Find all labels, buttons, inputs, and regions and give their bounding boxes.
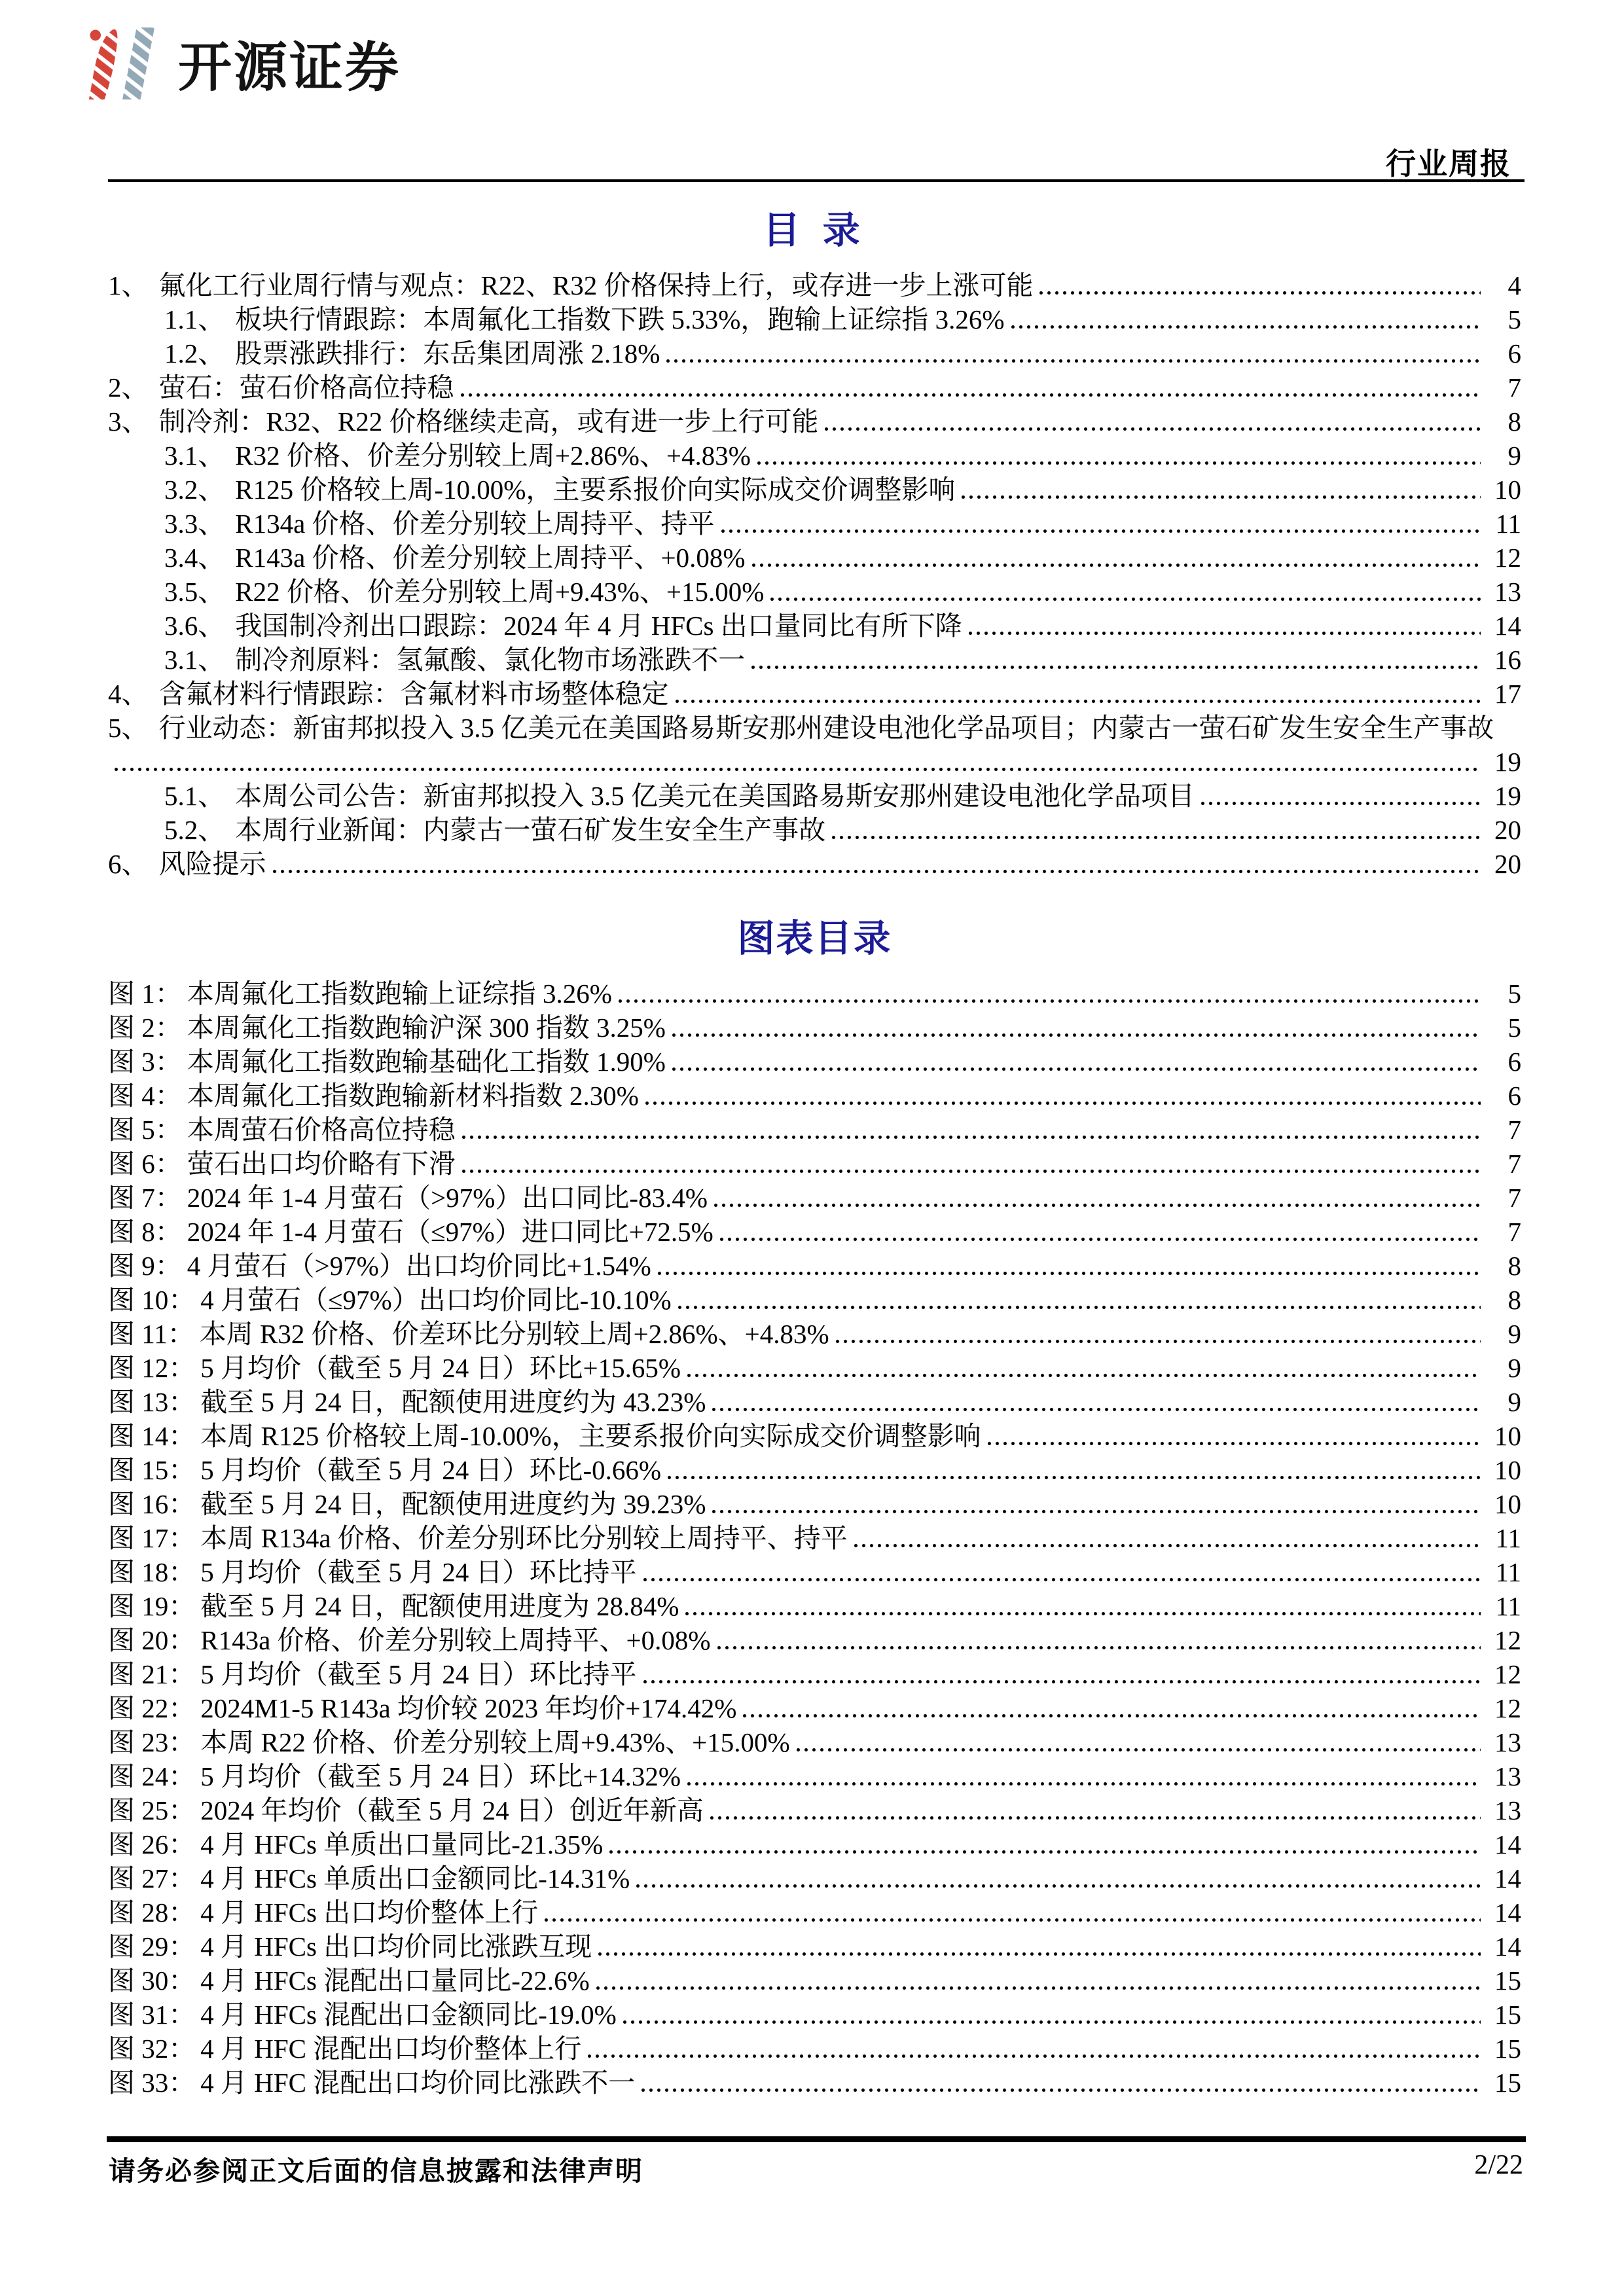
dot-leader <box>712 1508 1481 1515</box>
dot-leader <box>545 1916 1481 1924</box>
figure-entry[interactable] <box>108 1998 1521 2032</box>
entry-number: 图 20： <box>108 1625 196 1655</box>
dot-leader <box>720 1236 1481 1243</box>
figure-entry[interactable] <box>108 1589 1521 1623</box>
figure-entry[interactable] <box>108 1181 1521 1215</box>
toc-entry[interactable] <box>108 643 1521 677</box>
dot-leader <box>461 391 1481 399</box>
figure-entry[interactable] <box>108 1827 1521 1861</box>
entry-page: 9 <box>1507 440 1521 471</box>
entry-title: 4 月萤石（>97%）出口均价同比+1.54% <box>187 1251 651 1281</box>
entry-title: 4 月 HFC 混配出口均价整体上行 <box>200 2034 582 2064</box>
entry-page: 9 <box>1507 1319 1521 1349</box>
toc-entry[interactable] <box>108 473 1521 507</box>
entry-title: 制冷剂：R32、R22 价格继续走高，或有进一步上行可能 <box>158 406 819 437</box>
entry-page: 11 <box>1495 1591 1521 1621</box>
entry-title: R32 价格、价差分别较上周+2.86%、+4.83% <box>235 440 751 471</box>
dot-leader <box>751 664 1481 671</box>
entry-page: 14 <box>1494 611 1521 641</box>
entry-page: 6 <box>1507 1047 1521 1077</box>
toc-entry[interactable] <box>108 677 1521 711</box>
dot-leader <box>115 766 1481 773</box>
entry-page: 5 <box>1507 304 1521 334</box>
entry-number: 图 29： <box>108 1931 196 1962</box>
entry-page: 15 <box>1494 2000 1521 2030</box>
entry-page: 4 <box>1507 270 1521 300</box>
entry-number: 图 10： <box>108 1285 196 1315</box>
entry-title: 本周公司公告：新宙邦拟投入 3.5 亿美元在美国路易斯安那州建设电池化学品项目 <box>235 781 1195 811</box>
entry-page: 14 <box>1494 1931 1521 1962</box>
entry-title: 风险提示 <box>158 849 266 879</box>
entry-page: 12 <box>1494 1625 1521 1655</box>
brand-name: 开源证券 <box>178 38 401 98</box>
entry-page: 7 <box>1507 372 1521 403</box>
toc-entry[interactable] <box>108 847 1521 881</box>
entry-number: 4、 <box>108 679 149 709</box>
entry-page: 10 <box>1494 1489 1521 1519</box>
entry-title: R143a 价格、价差分别较上周持平、+0.08% <box>235 543 746 573</box>
dot-leader <box>641 2087 1481 2094</box>
dot-leader <box>619 997 1481 1005</box>
dot-leader <box>687 1780 1481 1787</box>
footer-disclaimer: 请务必参阅正文后面的信息披露和法律声明 <box>109 2156 643 2186</box>
toc-entry[interactable] <box>108 507 1521 541</box>
entry-page: 20 <box>1494 849 1521 879</box>
entry-page: 12 <box>1494 1693 1521 1723</box>
entry-page: 13 <box>1494 1795 1521 1825</box>
figure-entry[interactable] <box>108 1385 1521 1419</box>
figure-entry[interactable] <box>108 1725 1521 1759</box>
entry-page: 7 <box>1507 1115 1521 1145</box>
dot-leader <box>645 1100 1481 1107</box>
entry-page: 11 <box>1495 1523 1521 1553</box>
toc-entry-continuation[interactable] <box>108 745 1521 779</box>
entry-page: 10 <box>1494 1421 1521 1451</box>
entry-title: 4 月 HFCs 混配出口量同比-22.6% <box>200 1965 590 1996</box>
dot-leader <box>1201 800 1481 807</box>
entry-page: 13 <box>1494 1761 1521 1791</box>
entry-title: 5 月均价（截至 5 月 24 日）环比+14.32% <box>200 1761 681 1791</box>
entry-title: 本周氟化工指数跑输新材料指数 2.30% <box>187 1081 639 1111</box>
entry-title: 4 月 HFC 混配出口均价同比涨跌不一 <box>200 2068 636 2098</box>
dot-leader <box>676 698 1481 705</box>
entry-title: 4 月 HFCs 单质出口金额同比-14.31% <box>200 1863 630 1893</box>
entry-title: 2024 年均价（截至 5 月 24 日）创近年新高 <box>200 1795 704 1825</box>
dot-leader <box>643 1678 1481 1685</box>
entry-number: 1.1、 <box>164 304 225 334</box>
toc-title: 目 录 <box>763 210 867 251</box>
entry-title: 板块行情跟踪：本周氟化工指数下跌 5.33%，跑输上证综指 3.26% <box>235 304 1005 334</box>
figure-entry[interactable] <box>108 1487 1521 1521</box>
entry-page: 15 <box>1494 1965 1521 1996</box>
entry-page: 12 <box>1494 1659 1521 1689</box>
entry-number: 图 9： <box>108 1251 182 1281</box>
figure-entry[interactable] <box>108 1045 1521 1079</box>
dot-leader <box>672 1066 1481 1073</box>
dot-leader <box>643 1576 1481 1583</box>
dot-leader <box>710 1814 1481 1821</box>
entry-number: 图 30： <box>108 1965 196 1996</box>
entry-page: 14 <box>1494 1829 1521 1859</box>
dot-leader <box>721 528 1481 535</box>
dot-leader <box>832 834 1481 841</box>
dot-leader <box>714 1202 1481 1209</box>
entry-page: 8 <box>1507 1285 1521 1315</box>
entry-page: 7 <box>1507 1149 1521 1179</box>
entry-page: 10 <box>1494 1455 1521 1485</box>
figure-entry[interactable] <box>108 2032 1521 2066</box>
entry-page: 7 <box>1507 1217 1521 1247</box>
toc-entry[interactable] <box>108 575 1521 609</box>
entry-title: 截至 5 月 24 日，配额使用进度约为 43.23% <box>200 1387 706 1417</box>
toc-entry[interactable] <box>108 779 1521 813</box>
entry-title: 5 月均价（截至 5 月 24 日）环比持平 <box>200 1557 637 1587</box>
dot-leader <box>969 630 1481 637</box>
entry-number: 图 23： <box>108 1727 196 1757</box>
entry-page: 20 <box>1494 815 1521 845</box>
entry-number: 图 19： <box>108 1591 196 1621</box>
entry-number: 图 11： <box>108 1319 194 1349</box>
figure-entry[interactable] <box>108 1011 1521 1045</box>
toc-entry[interactable] <box>108 541 1521 575</box>
figure-entry[interactable] <box>108 1964 1521 1998</box>
dot-leader <box>825 425 1481 433</box>
entry-page: 6 <box>1507 338 1521 368</box>
toc-entry[interactable] <box>108 711 1521 745</box>
figure-entry[interactable] <box>108 1793 1521 1827</box>
entry-page: 15 <box>1494 2068 1521 2098</box>
dot-leader <box>712 1406 1481 1413</box>
entry-number: 图 24： <box>108 1761 196 1791</box>
entry-number: 图 1： <box>108 978 182 1009</box>
figure-entry[interactable] <box>108 1759 1521 1793</box>
entry-title: R22 价格、价差分别较上周+9.43%、+15.00% <box>235 577 765 607</box>
entry-number: 5.1、 <box>164 781 225 811</box>
entry-title: 本周氟化工指数跑输基础化工指数 1.90% <box>187 1047 666 1077</box>
entry-number: 3.4、 <box>164 543 225 573</box>
entry-number: 图 6： <box>108 1149 182 1179</box>
dot-leader <box>1011 323 1481 331</box>
entry-title: 制冷剂原料：氢氟酸、氯化物市场涨跌不一 <box>235 645 746 675</box>
entry-number: 图 13： <box>108 1387 196 1417</box>
entry-title: 本周萤石价格高位持稳 <box>187 1115 456 1145</box>
entry-page: 11 <box>1495 509 1521 539</box>
entry-number: 图 12： <box>108 1353 196 1383</box>
dot-leader <box>752 562 1481 569</box>
entry-number: 5、 <box>108 713 149 743</box>
entry-page: 8 <box>1507 406 1521 437</box>
toc-entry[interactable] <box>108 404 1521 439</box>
entry-number: 图 17： <box>108 1523 196 1553</box>
figure-entry[interactable] <box>108 1317 1521 1351</box>
figure-entry[interactable] <box>108 1113 1521 1147</box>
entry-page: 19 <box>1494 781 1521 811</box>
dot-leader <box>962 493 1481 501</box>
figure-entry[interactable] <box>108 1351 1521 1385</box>
entry-page: 8 <box>1507 1251 1521 1281</box>
entry-page: 16 <box>1494 645 1521 675</box>
entry-title: 本周行业新闻：内蒙古一萤石矿发生安全生产事故 <box>235 815 826 845</box>
entry-title: 4 月萤石（≤97%）出口均价同比-10.10% <box>200 1285 672 1315</box>
entry-number: 3.6、 <box>164 611 225 641</box>
dot-leader <box>636 1882 1481 1890</box>
brand-logo <box>82 25 401 101</box>
entry-title: 本周 R32 价格、价差环比分别较上周+2.86%、+4.83% <box>199 1319 829 1349</box>
entry-number: 6、 <box>108 849 149 879</box>
entry-title: 5 月均价（截至 5 月 24 日）环比持平 <box>200 1659 637 1689</box>
entry-title: 本周 R125 价格较上周-10.00%，主要系报价向实际成交价调整影响 <box>200 1421 981 1451</box>
toc-content <box>108 191 1521 2100</box>
entry-title: 5 月均价（截至 5 月 24 日）环比+15.65% <box>200 1353 681 1383</box>
entry-title: 2024 年 1-4 月萤石（>97%）出口同比-83.4% <box>187 1183 708 1213</box>
entry-page: 11 <box>1495 1557 1521 1587</box>
toc-entry[interactable] <box>108 336 1521 370</box>
entry-page: 17 <box>1494 679 1521 709</box>
toc-entry[interactable] <box>108 370 1521 404</box>
entry-number: 3、 <box>108 406 149 437</box>
entry-number: 图 8： <box>108 1217 182 1247</box>
footer-page-number: 2/22 <box>1474 2150 1523 2180</box>
figure-entry[interactable] <box>108 1147 1521 1181</box>
entry-number: 1.2、 <box>164 338 225 368</box>
entry-title: 股票涨跌排行：东岳集团周涨 2.18% <box>235 338 660 368</box>
entry-title: 4 月 HFCs 出口均价整体上行 <box>200 1897 539 1928</box>
entry-title: R125 价格较上周-10.00%，主要系报价向实际成交价调整影响 <box>235 475 956 505</box>
entry-number: 3.1、 <box>164 645 225 675</box>
entry-number: 图 5： <box>108 1115 182 1145</box>
dot-leader <box>717 1644 1481 1651</box>
entry-title: 4 月 HFCs 出口均价同比涨跌互现 <box>200 1931 592 1962</box>
entry-page: 12 <box>1494 543 1521 573</box>
entry-page: 13 <box>1494 1727 1521 1757</box>
entry-number: 图 14： <box>108 1421 196 1451</box>
dot-leader <box>658 1270 1481 1277</box>
figure-entry[interactable] <box>108 1555 1521 1589</box>
toc-entry[interactable] <box>108 609 1521 643</box>
entry-number: 1、 <box>108 270 149 300</box>
figures-title: 图表目录 <box>737 918 892 960</box>
toc-list <box>108 268 1521 881</box>
header-divider <box>108 179 1525 182</box>
entry-title: 行业动态：新宙邦拟投入 3.5 亿美元在美国路易斯安那州建设电池化学品项目；内蒙古一萤石矿发生安全生产事故 <box>158 713 1494 743</box>
figure-entry[interactable] <box>108 1079 1521 1113</box>
figure-entry[interactable] <box>108 1521 1521 1555</box>
entry-number: 图 22： <box>108 1693 196 1723</box>
dot-leader <box>609 1848 1481 1856</box>
toc-entry[interactable] <box>108 268 1521 302</box>
entry-title: 含氟材料行情跟踪：含氟材料市场整体稳定 <box>158 679 669 709</box>
entry-number: 图 25： <box>108 1795 196 1825</box>
dot-leader <box>462 1168 1481 1175</box>
figures-list <box>108 977 1521 2100</box>
dot-leader <box>1039 289 1481 296</box>
toc-entry[interactable] <box>108 813 1521 847</box>
dot-leader <box>988 1440 1481 1447</box>
entry-title: 截至 5 月 24 日，配额使用进度约为 39.23% <box>200 1489 706 1519</box>
entry-number: 图 28： <box>108 1897 196 1928</box>
entry-title: 萤石出口均价略有下滑 <box>187 1149 456 1179</box>
dot-leader <box>588 2053 1481 2060</box>
entry-title: 我国制冷剂出口跟踪：2024 年 4 月 HFCs 出口量同比有所下降 <box>235 611 962 641</box>
entry-page: 10 <box>1494 475 1521 505</box>
entry-number: 图 32： <box>108 2034 196 2064</box>
entry-page: 19 <box>1494 747 1521 777</box>
entry-number: 图 16： <box>108 1489 196 1519</box>
dot-leader <box>672 1031 1481 1039</box>
entry-number: 图 21： <box>108 1659 196 1689</box>
figure-entry[interactable] <box>108 1691 1521 1725</box>
entry-title: 本周 R134a 价格、价差分别环比分别较上周持平、持平 <box>200 1523 848 1553</box>
entry-number: 图 2： <box>108 1013 182 1043</box>
entry-number: 3.3、 <box>164 509 225 539</box>
dot-leader <box>836 1338 1481 1345</box>
entry-number: 图 31： <box>108 2000 196 2030</box>
entry-number: 图 27： <box>108 1863 196 1893</box>
entry-number: 图 15： <box>108 1455 196 1485</box>
figure-entry[interactable] <box>108 1895 1521 1929</box>
entry-number: 5.2、 <box>164 815 225 845</box>
entry-title: 萤石：萤石价格高位持稳 <box>158 372 454 403</box>
entry-number: 图 18： <box>108 1557 196 1587</box>
entry-page: 5 <box>1507 978 1521 1009</box>
figure-entry[interactable] <box>108 1215 1521 1249</box>
entry-number: 图 7： <box>108 1183 182 1213</box>
entry-title: 本周氟化工指数跑输沪深 300 指数 3.25% <box>187 1013 666 1043</box>
dot-leader <box>462 1134 1481 1141</box>
dot-leader <box>668 1474 1481 1481</box>
dot-leader <box>623 2018 1481 2026</box>
entry-page: 5 <box>1507 1013 1521 1043</box>
dot-leader <box>854 1542 1481 1549</box>
entry-title: R143a 价格、价差分别较上周持平、+0.08% <box>200 1625 711 1655</box>
entry-title: 本周氟化工指数跑输上证综指 3.26% <box>187 978 612 1009</box>
entry-title: 4 月 HFCs 混配出口金额同比-19.0% <box>200 2000 617 2030</box>
entry-page: 14 <box>1494 1897 1521 1928</box>
entry-page: 9 <box>1507 1387 1521 1417</box>
dot-leader <box>687 1372 1481 1379</box>
figure-entry[interactable] <box>108 1861 1521 1895</box>
entry-number: 3.5、 <box>164 577 225 607</box>
entry-number: 图 26： <box>108 1829 196 1859</box>
entry-page: 6 <box>1507 1081 1521 1111</box>
entry-title: 2024M1-5 R143a 均价较 2023 年均价+174.42% <box>200 1693 737 1723</box>
dot-leader <box>598 1950 1481 1958</box>
entry-title: 本周 R22 价格、价差分别较上周+9.43%、+15.00% <box>200 1727 790 1757</box>
dot-leader <box>596 1984 1481 1992</box>
entry-page: 9 <box>1507 1353 1521 1383</box>
entry-page: 13 <box>1494 577 1521 607</box>
figure-entry[interactable] <box>108 1283 1521 1317</box>
entry-title: 截至 5 月 24 日，配额使用进度为 28.84% <box>200 1591 679 1621</box>
entry-page: 7 <box>1507 1183 1521 1213</box>
entry-title: 5 月均价（截至 5 月 24 日）环比-0.66% <box>200 1455 662 1485</box>
entry-number: 图 3： <box>108 1047 182 1077</box>
entry-number: 3.2、 <box>164 475 225 505</box>
figure-entry[interactable] <box>108 977 1521 1011</box>
figure-entry[interactable] <box>108 2066 1521 2100</box>
entry-title: 2024 年 1-4 月萤石（≤97%）进口同比+72.5% <box>187 1217 713 1247</box>
entry-title: R134a 价格、价差分别较上周持平、持平 <box>235 509 715 539</box>
figure-entry[interactable] <box>108 1419 1521 1453</box>
report-type-label: 行业周报 <box>1386 147 1511 181</box>
dot-leader <box>743 1712 1481 1719</box>
figure-entry[interactable] <box>108 1453 1521 1487</box>
entry-number: 图 33： <box>108 2068 196 2098</box>
entry-title: 氟化工行业周行情与观点：R22、R32 价格保持上行，或存进一步上涨可能 <box>158 270 1034 300</box>
figure-entry[interactable] <box>108 1249 1521 1283</box>
figure-entry[interactable] <box>108 1657 1521 1691</box>
dot-leader <box>666 357 1481 365</box>
entry-number: 3.1、 <box>164 440 225 471</box>
entry-number: 2、 <box>108 372 149 403</box>
dot-leader <box>273 868 1481 875</box>
entry-number: 图 4： <box>108 1081 182 1111</box>
entry-title: 4 月 HFCs 单质出口量同比-21.35% <box>200 1829 604 1859</box>
dot-leader <box>797 1746 1481 1753</box>
dot-leader <box>770 596 1481 603</box>
toc-entry[interactable] <box>108 439 1521 473</box>
figure-entry[interactable] <box>108 1623 1521 1657</box>
footer-divider <box>107 2136 1526 2142</box>
dot-leader <box>685 1610 1481 1617</box>
kaiyuan-logo-icon <box>82 26 165 101</box>
toc-entry[interactable] <box>108 302 1521 336</box>
dot-leader <box>678 1304 1481 1311</box>
entry-page: 15 <box>1494 2034 1521 2064</box>
figure-entry[interactable] <box>108 1929 1521 1964</box>
entry-page: 14 <box>1494 1863 1521 1893</box>
dot-leader <box>757 459 1481 467</box>
